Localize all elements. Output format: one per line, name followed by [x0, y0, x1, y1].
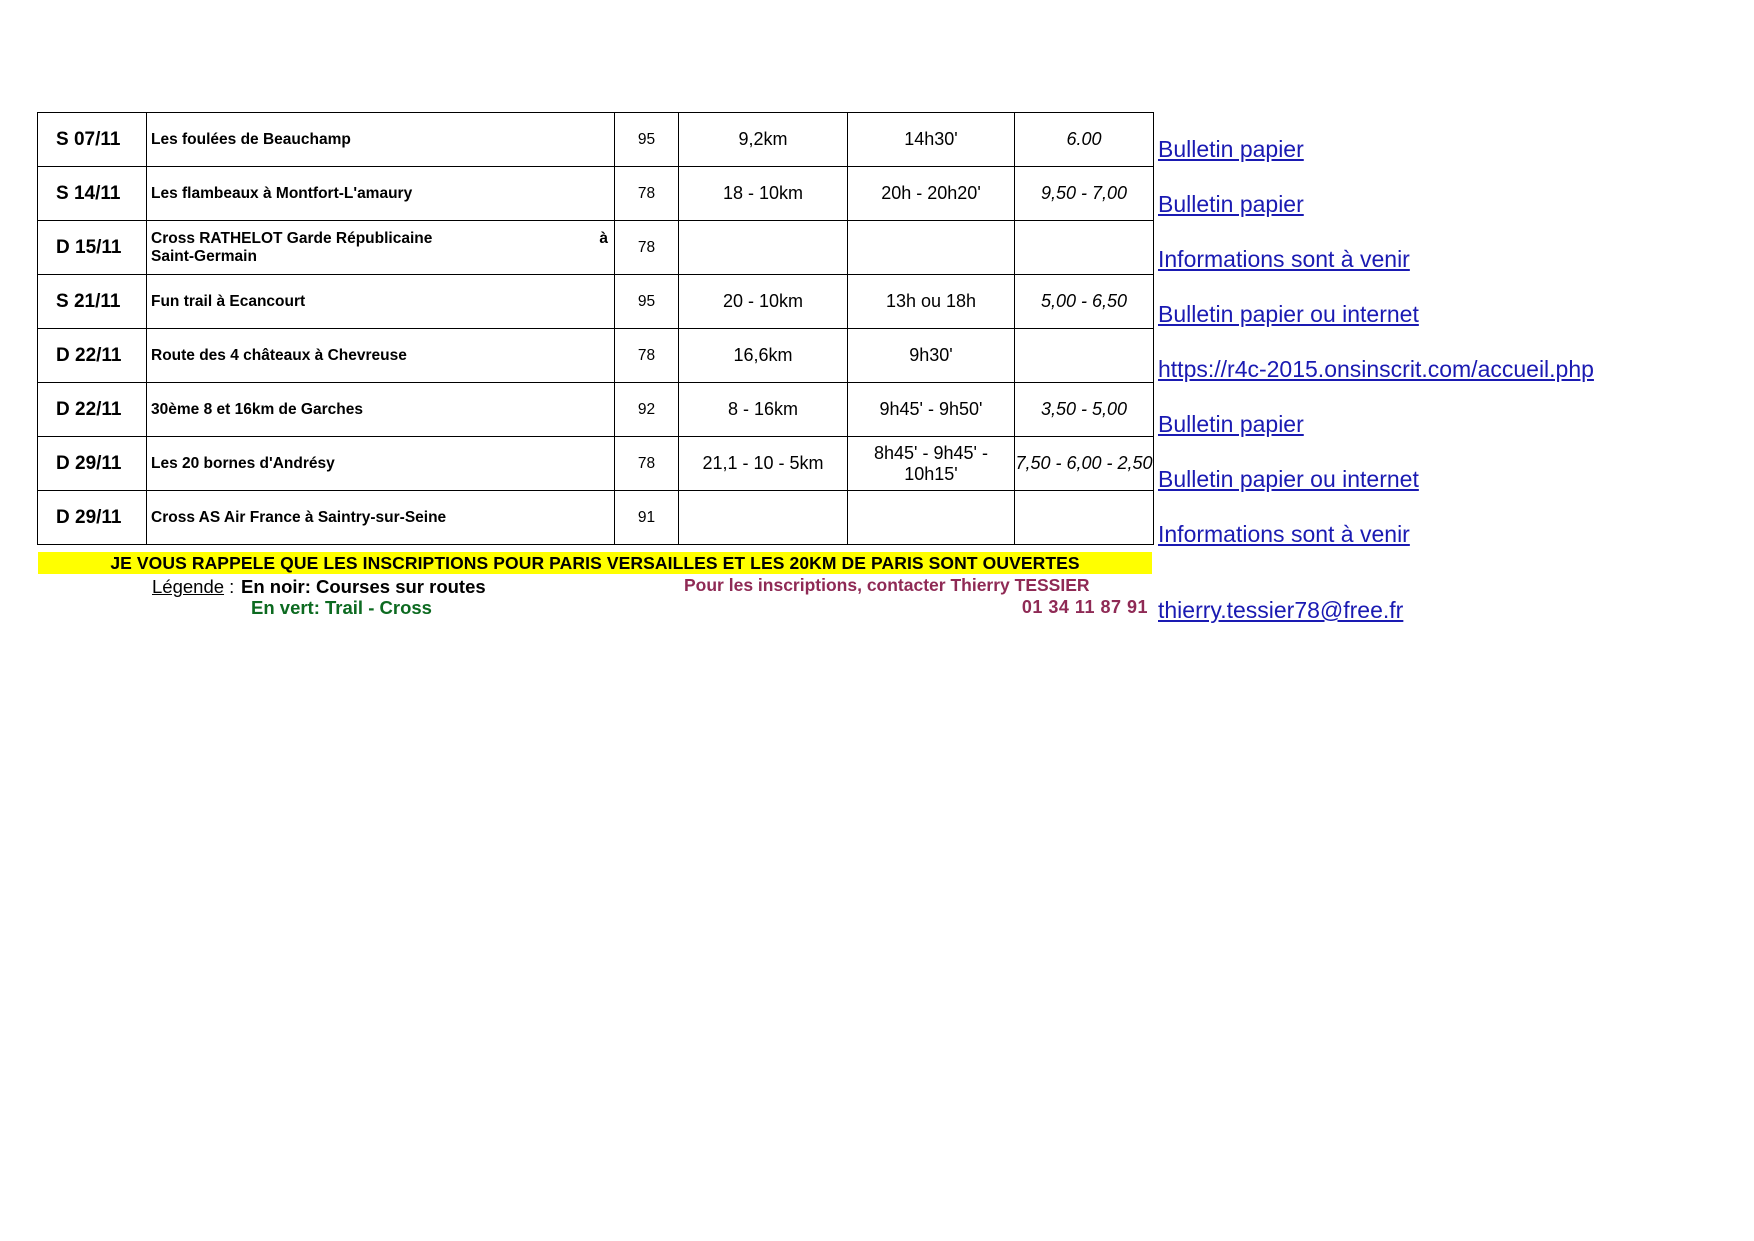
race-department: 95	[615, 113, 679, 167]
race-time: 14h30'	[848, 113, 1015, 167]
race-date: D 29/11	[38, 491, 147, 545]
race-name-line2: Saint-Germain	[151, 247, 257, 265]
race-price	[1015, 329, 1154, 383]
table-row	[38, 383, 1154, 437]
race-time: 8h45' - 9h45' - 10h15'	[848, 437, 1015, 491]
race-time	[848, 221, 1015, 275]
race-date: D 15/11	[38, 221, 147, 275]
registration-banner: JE VOUS RAPPELE QUE LES INSCRIPTIONS POUR PARIS VERSAILLES ET LES 20KM DE PARIS SONT OUVERTES	[38, 552, 1152, 574]
race-distance	[679, 491, 848, 545]
race-time: 9h30'	[848, 329, 1015, 383]
race-name	[147, 221, 615, 275]
registration-link[interactable]: Bulletin papier	[1158, 136, 1304, 162]
race-name-text: Cross RATHELOT Garde Républicaine	[151, 229, 433, 247]
race-name	[147, 113, 615, 167]
race-time: 20h - 20h20'	[848, 167, 1015, 221]
race-price: 9,50 - 7,00	[1015, 167, 1154, 221]
table-row	[38, 113, 1154, 167]
race-name-text: Les foulées de Beauchamp	[151, 130, 351, 148]
race-name	[147, 437, 615, 491]
race-price: 5,00 - 6,50	[1015, 275, 1154, 329]
race-time	[848, 491, 1015, 545]
race-name	[147, 167, 615, 221]
race-price: 7,50 - 6,00 - 2,50	[1015, 437, 1154, 491]
race-distance: 20 - 10km	[679, 275, 848, 329]
race-price: 3,50 - 5,00	[1015, 383, 1154, 437]
race-department: 91	[615, 491, 679, 545]
race-date: S 21/11	[38, 275, 147, 329]
race-name-text: Cross AS Air France à Saintry-sur-Seine	[151, 508, 447, 526]
race-distance: 8 - 16km	[679, 383, 848, 437]
table-row	[38, 437, 1154, 491]
table-row	[38, 221, 1154, 275]
race-distance: 16,6km	[679, 329, 848, 383]
legend-roads: En noir: Courses sur routes	[241, 576, 486, 597]
registration-link[interactable]: https://r4c-2015.onsinscrit.com/accueil.php	[1158, 356, 1594, 382]
race-date: S 14/11	[38, 167, 147, 221]
legend-label	[152, 576, 234, 598]
race-date: D 22/11	[38, 383, 147, 437]
race-name-text: 30ème 8 et 16km de Garches	[151, 400, 363, 418]
race-name-text: Fun trail à Ecancourt	[151, 292, 306, 310]
race-department: 95	[615, 275, 679, 329]
legend-title: Légende	[152, 576, 225, 597]
contact-text: Pour les inscriptions, contacter Thierry TESSIER	[684, 575, 1090, 595]
legend-trail: En vert: Trail - Cross	[251, 597, 432, 618]
race-price: 6.00	[1015, 113, 1154, 167]
race-price	[1015, 221, 1154, 275]
race-name	[147, 383, 615, 437]
race-price	[1015, 491, 1154, 545]
registration-link[interactable]: Informations sont à venir	[1158, 246, 1410, 272]
registration-link[interactable]: Bulletin papier	[1158, 191, 1304, 217]
race-name	[147, 491, 615, 545]
race-department: 78	[615, 437, 679, 491]
race-name	[147, 329, 615, 383]
race-name-suffix: à	[599, 229, 608, 247]
race-department: 78	[615, 221, 679, 275]
contact-phone: 01 34 11 87 91	[1021, 597, 1148, 617]
race-name-text: Les flambeaux à Montfort-L'amaury	[151, 184, 413, 202]
table-row	[38, 275, 1154, 329]
table-row	[38, 329, 1154, 383]
race-date: S 07/11	[38, 113, 147, 167]
race-department: 92	[615, 383, 679, 437]
race-date: D 29/11	[38, 437, 147, 491]
table-row	[38, 167, 1154, 221]
race-distance	[679, 221, 848, 275]
race-distance: 18 - 10km	[679, 167, 848, 221]
race-time: 13h ou 18h	[848, 275, 1015, 329]
registration-link[interactable]: Bulletin papier ou internet	[1158, 301, 1419, 327]
race-name-text: Route des 4 châteaux à Chevreuse	[151, 346, 407, 364]
race-name	[147, 275, 615, 329]
race-distance: 21,1 - 10 - 5km	[679, 437, 848, 491]
race-name-text: Les 20 bornes d'Andrésy	[151, 454, 335, 472]
race-department: 78	[615, 167, 679, 221]
races-table-body	[38, 113, 1154, 545]
race-department: 78	[615, 329, 679, 383]
race-date: D 22/11	[38, 329, 147, 383]
table-row	[38, 491, 1154, 545]
registration-link[interactable]: Informations sont à venir	[1158, 521, 1410, 547]
race-time: 9h45' - 9h50'	[848, 383, 1015, 437]
races-table	[37, 112, 1154, 545]
legend-separator: :	[224, 576, 235, 597]
contact-email-link[interactable]: thierry.tessier78@free.fr	[1158, 597, 1404, 623]
registration-link[interactable]: Bulletin papier ou internet	[1158, 466, 1419, 492]
registration-link[interactable]: Bulletin papier	[1158, 411, 1304, 437]
race-distance: 9,2km	[679, 113, 848, 167]
